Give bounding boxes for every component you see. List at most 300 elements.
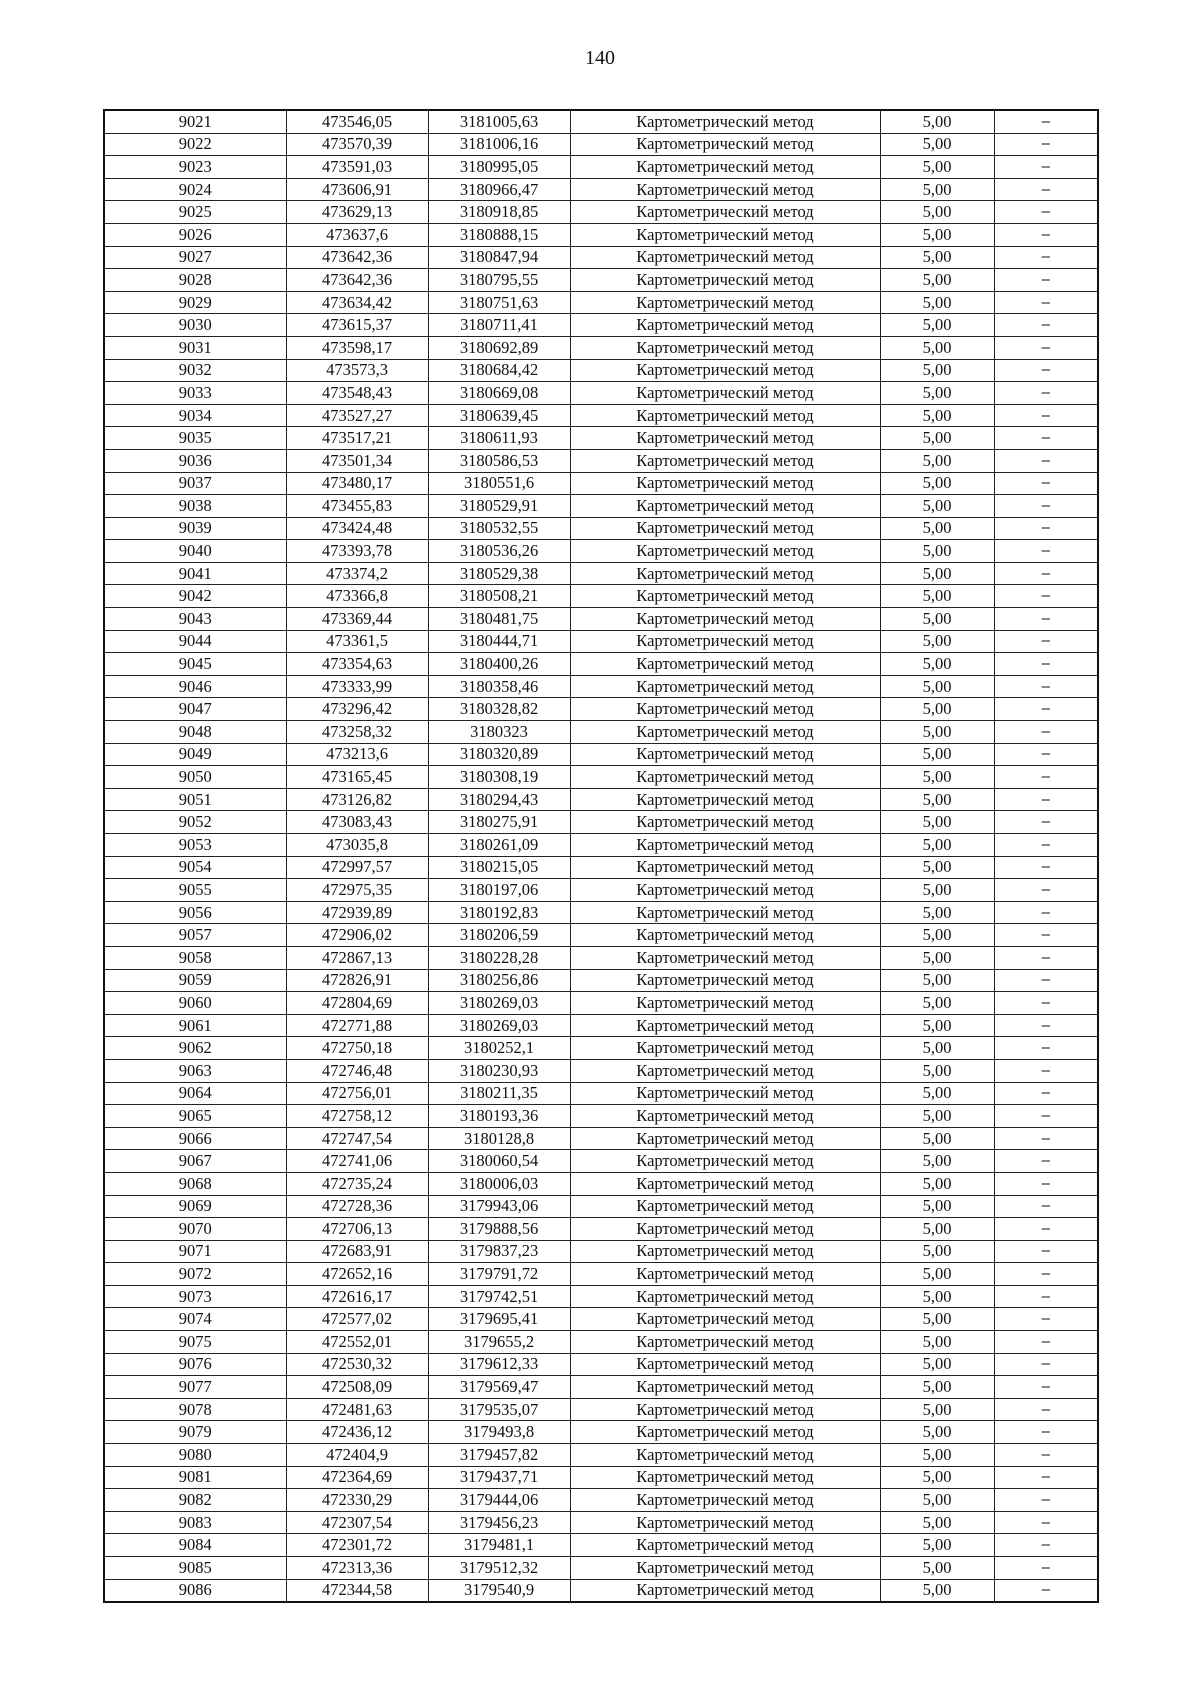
point-number-cell: 9052 (104, 811, 286, 834)
y-coordinate-cell: 3179837,23 (428, 1240, 570, 1263)
table-row (104, 675, 1098, 698)
note-cell: – (994, 811, 1098, 834)
y-coordinate-cell: 3180192,83 (428, 901, 570, 924)
note-cell: – (994, 404, 1098, 427)
point-number-cell: 9086 (104, 1579, 286, 1602)
accuracy-cell: 5,00 (880, 721, 994, 744)
method-cell: Картометрический метод (570, 653, 880, 676)
point-number-cell: 9029 (104, 291, 286, 314)
table-row (104, 1466, 1098, 1489)
table-row (104, 1398, 1098, 1421)
point-number-cell: 9039 (104, 517, 286, 540)
point-number-cell: 9084 (104, 1534, 286, 1557)
x-coordinate-cell: 473573,3 (286, 359, 428, 382)
method-cell: Картометрический метод (570, 1037, 880, 1060)
method-cell: Картометрический метод (570, 1082, 880, 1105)
x-coordinate-cell: 473126,82 (286, 788, 428, 811)
method-cell: Картометрический метод (570, 1353, 880, 1376)
x-coordinate-cell: 472436,12 (286, 1421, 428, 1444)
x-coordinate-cell: 473374,2 (286, 562, 428, 585)
point-number-cell: 9074 (104, 1308, 286, 1331)
note-cell: – (994, 1557, 1098, 1580)
y-coordinate-cell: 3180639,45 (428, 404, 570, 427)
note-cell: – (994, 1285, 1098, 1308)
table-row (104, 1218, 1098, 1241)
table-row (104, 811, 1098, 834)
accuracy-cell: 5,00 (880, 156, 994, 179)
point-number-cell: 9047 (104, 698, 286, 721)
y-coordinate-cell: 3179655,2 (428, 1331, 570, 1354)
table-row (104, 879, 1098, 902)
note-cell: – (994, 1376, 1098, 1399)
accuracy-cell: 5,00 (880, 1218, 994, 1241)
point-number-cell: 9022 (104, 133, 286, 156)
x-coordinate-cell: 472756,01 (286, 1082, 428, 1105)
note-cell: – (994, 653, 1098, 676)
x-coordinate-cell: 473634,42 (286, 291, 428, 314)
point-number-cell: 9021 (104, 110, 286, 133)
table-row (104, 427, 1098, 450)
note-cell: – (994, 1421, 1098, 1444)
note-cell: – (994, 314, 1098, 337)
note-cell: – (994, 427, 1098, 450)
point-number-cell: 9082 (104, 1489, 286, 1512)
note-cell: – (994, 1240, 1098, 1263)
y-coordinate-cell: 3180532,55 (428, 517, 570, 540)
method-cell: Картометрический метод (570, 133, 880, 156)
point-number-cell: 9037 (104, 472, 286, 495)
note-cell: – (994, 1466, 1098, 1489)
point-number-cell: 9034 (104, 404, 286, 427)
point-number-cell: 9060 (104, 992, 286, 1015)
table-row (104, 495, 1098, 518)
point-number-cell: 9030 (104, 314, 286, 337)
y-coordinate-cell: 3180060,54 (428, 1150, 570, 1173)
note-cell: – (994, 1105, 1098, 1128)
note-cell: – (994, 630, 1098, 653)
note-cell: – (994, 1037, 1098, 1060)
y-coordinate-cell: 3180508,21 (428, 585, 570, 608)
accuracy-cell: 5,00 (880, 540, 994, 563)
table-row (104, 1059, 1098, 1082)
method-cell: Картометрический метод (570, 1444, 880, 1467)
accuracy-cell: 5,00 (880, 1059, 994, 1082)
note-cell: – (994, 1534, 1098, 1557)
table-row (104, 1285, 1098, 1308)
note-cell: – (994, 336, 1098, 359)
point-number-cell: 9031 (104, 336, 286, 359)
method-cell: Картометрический метод (570, 675, 880, 698)
y-coordinate-cell: 3180711,41 (428, 314, 570, 337)
accuracy-cell: 5,00 (880, 336, 994, 359)
y-coordinate-cell: 3180400,26 (428, 653, 570, 676)
table-row (104, 766, 1098, 789)
x-coordinate-cell: 473591,03 (286, 156, 428, 179)
point-number-cell: 9076 (104, 1353, 286, 1376)
method-cell: Картометрический метод (570, 1557, 880, 1580)
table-row (104, 133, 1098, 156)
point-number-cell: 9067 (104, 1150, 286, 1173)
method-cell: Картометрический метод (570, 1421, 880, 1444)
accuracy-cell: 5,00 (880, 1014, 994, 1037)
y-coordinate-cell: 3179943,06 (428, 1195, 570, 1218)
accuracy-cell: 5,00 (880, 1082, 994, 1105)
table-row (104, 540, 1098, 563)
method-cell: Картометрический метод (570, 246, 880, 269)
note-cell: – (994, 992, 1098, 1015)
point-number-cell: 9064 (104, 1082, 286, 1105)
method-cell: Картометрический метод (570, 1331, 880, 1354)
accuracy-cell: 5,00 (880, 1398, 994, 1421)
point-number-cell: 9038 (104, 495, 286, 518)
table-row (104, 1037, 1098, 1060)
accuracy-cell: 5,00 (880, 811, 994, 834)
point-number-cell: 9079 (104, 1421, 286, 1444)
y-coordinate-cell: 3180684,42 (428, 359, 570, 382)
point-number-cell: 9085 (104, 1557, 286, 1580)
note-cell: – (994, 359, 1098, 382)
method-cell: Картометрический метод (570, 449, 880, 472)
y-coordinate-cell: 3180308,19 (428, 766, 570, 789)
note-cell: – (994, 201, 1098, 224)
x-coordinate-cell: 472313,36 (286, 1557, 428, 1580)
y-coordinate-cell: 3179888,56 (428, 1218, 570, 1241)
accuracy-cell: 5,00 (880, 969, 994, 992)
method-cell: Картометрический метод (570, 1398, 880, 1421)
note-cell: – (994, 698, 1098, 721)
x-coordinate-cell: 473213,6 (286, 743, 428, 766)
table-row (104, 314, 1098, 337)
x-coordinate-cell: 472746,48 (286, 1059, 428, 1082)
table-row (104, 449, 1098, 472)
accuracy-cell: 5,00 (880, 359, 994, 382)
method-cell: Картометрический метод (570, 630, 880, 653)
table-row (104, 1240, 1098, 1263)
point-number-cell: 9071 (104, 1240, 286, 1263)
y-coordinate-cell: 3181006,16 (428, 133, 570, 156)
method-cell: Картометрический метод (570, 1240, 880, 1263)
point-number-cell: 9073 (104, 1285, 286, 1308)
y-coordinate-cell: 3180252,1 (428, 1037, 570, 1060)
y-coordinate-cell: 3179444,06 (428, 1489, 570, 1512)
y-coordinate-cell: 3180215,05 (428, 856, 570, 879)
accuracy-cell: 5,00 (880, 1579, 994, 1602)
accuracy-cell: 5,00 (880, 992, 994, 1015)
x-coordinate-cell: 472906,02 (286, 924, 428, 947)
method-cell: Картометрический метод (570, 1285, 880, 1308)
y-coordinate-cell: 3180294,43 (428, 788, 570, 811)
y-coordinate-cell: 3180006,03 (428, 1172, 570, 1195)
table-row (104, 156, 1098, 179)
y-coordinate-cell: 3180529,91 (428, 495, 570, 518)
note-cell: – (994, 1308, 1098, 1331)
x-coordinate-cell: 473527,27 (286, 404, 428, 427)
x-coordinate-cell: 473369,44 (286, 608, 428, 631)
method-cell: Картометрический метод (570, 766, 880, 789)
y-coordinate-cell: 3180586,53 (428, 449, 570, 472)
y-coordinate-cell: 3179742,51 (428, 1285, 570, 1308)
method-cell: Картометрический метод (570, 495, 880, 518)
x-coordinate-cell: 473615,37 (286, 314, 428, 337)
table-row (104, 178, 1098, 201)
x-coordinate-cell: 472301,72 (286, 1534, 428, 1557)
accuracy-cell: 5,00 (880, 608, 994, 631)
table-row (104, 1421, 1098, 1444)
method-cell: Картометрический метод (570, 1195, 880, 1218)
note-cell: – (994, 472, 1098, 495)
method-cell: Картометрический метод (570, 608, 880, 631)
method-cell: Картометрический метод (570, 1218, 880, 1241)
y-coordinate-cell: 3180230,93 (428, 1059, 570, 1082)
table-row (104, 608, 1098, 631)
point-number-cell: 9051 (104, 788, 286, 811)
method-cell: Картометрический метод (570, 110, 880, 133)
x-coordinate-cell: 473393,78 (286, 540, 428, 563)
point-number-cell: 9042 (104, 585, 286, 608)
x-coordinate-cell: 473598,17 (286, 336, 428, 359)
coordinates-table (103, 109, 1099, 1603)
note-cell: – (994, 133, 1098, 156)
note-cell: – (994, 540, 1098, 563)
y-coordinate-cell: 3179540,9 (428, 1579, 570, 1602)
note-cell: – (994, 1263, 1098, 1286)
table-row (104, 1127, 1098, 1150)
point-number-cell: 9061 (104, 1014, 286, 1037)
accuracy-cell: 5,00 (880, 1331, 994, 1354)
method-cell: Картометрический метод (570, 924, 880, 947)
table-row (104, 585, 1098, 608)
method-cell: Картометрический метод (570, 427, 880, 450)
y-coordinate-cell: 3180692,89 (428, 336, 570, 359)
method-cell: Картометрический метод (570, 562, 880, 585)
point-number-cell: 9072 (104, 1263, 286, 1286)
x-coordinate-cell: 472826,91 (286, 969, 428, 992)
y-coordinate-cell: 3180918,85 (428, 201, 570, 224)
point-number-cell: 9077 (104, 1376, 286, 1399)
x-coordinate-cell: 472867,13 (286, 946, 428, 969)
x-coordinate-cell: 472939,89 (286, 901, 428, 924)
note-cell: – (994, 1014, 1098, 1037)
note-cell: – (994, 449, 1098, 472)
accuracy-cell: 5,00 (880, 110, 994, 133)
point-number-cell: 9056 (104, 901, 286, 924)
note-cell: – (994, 743, 1098, 766)
note-cell: – (994, 1398, 1098, 1421)
point-number-cell: 9027 (104, 246, 286, 269)
accuracy-cell: 5,00 (880, 178, 994, 201)
accuracy-cell: 5,00 (880, 1376, 994, 1399)
table-row (104, 653, 1098, 676)
point-number-cell: 9058 (104, 946, 286, 969)
x-coordinate-cell: 473333,99 (286, 675, 428, 698)
y-coordinate-cell: 3180444,71 (428, 630, 570, 653)
point-number-cell: 9081 (104, 1466, 286, 1489)
note-cell: – (994, 585, 1098, 608)
table-row (104, 404, 1098, 427)
point-number-cell: 9032 (104, 359, 286, 382)
accuracy-cell: 5,00 (880, 495, 994, 518)
accuracy-cell: 5,00 (880, 269, 994, 292)
method-cell: Картометрический метод (570, 969, 880, 992)
method-cell: Картометрический метод (570, 314, 880, 337)
x-coordinate-cell: 473501,34 (286, 449, 428, 472)
table-row (104, 946, 1098, 969)
point-number-cell: 9059 (104, 969, 286, 992)
point-number-cell: 9026 (104, 223, 286, 246)
x-coordinate-cell: 472804,69 (286, 992, 428, 1015)
y-coordinate-cell: 3179612,33 (428, 1353, 570, 1376)
method-cell: Картометрический метод (570, 178, 880, 201)
table-row (104, 382, 1098, 405)
point-number-cell: 9036 (104, 449, 286, 472)
x-coordinate-cell: 473354,63 (286, 653, 428, 676)
x-coordinate-cell: 472747,54 (286, 1127, 428, 1150)
accuracy-cell: 5,00 (880, 562, 994, 585)
note-cell: – (994, 1082, 1098, 1105)
note-cell: – (994, 721, 1098, 744)
y-coordinate-cell: 3180795,55 (428, 269, 570, 292)
method-cell: Картометрический метод (570, 1308, 880, 1331)
x-coordinate-cell: 473361,5 (286, 630, 428, 653)
x-coordinate-cell: 473296,42 (286, 698, 428, 721)
note-cell: – (994, 1331, 1098, 1354)
y-coordinate-cell: 3180197,06 (428, 879, 570, 902)
method-cell: Картометрический метод (570, 1511, 880, 1534)
point-number-cell: 9055 (104, 879, 286, 902)
note-cell: – (994, 608, 1098, 631)
point-number-cell: 9053 (104, 834, 286, 857)
table-row (104, 1353, 1098, 1376)
y-coordinate-cell: 3180529,38 (428, 562, 570, 585)
accuracy-cell: 5,00 (880, 879, 994, 902)
method-cell: Картометрический метод (570, 721, 880, 744)
x-coordinate-cell: 472577,02 (286, 1308, 428, 1331)
accuracy-cell: 5,00 (880, 1195, 994, 1218)
method-cell: Картометрический метод (570, 156, 880, 179)
accuracy-cell: 5,00 (880, 427, 994, 450)
method-cell: Картометрический метод (570, 269, 880, 292)
table-row (104, 472, 1098, 495)
y-coordinate-cell: 3180669,08 (428, 382, 570, 405)
note-cell: – (994, 834, 1098, 857)
table-row (104, 924, 1098, 947)
method-cell: Картометрический метод (570, 1376, 880, 1399)
point-number-cell: 9024 (104, 178, 286, 201)
point-number-cell: 9043 (104, 608, 286, 631)
x-coordinate-cell: 473424,48 (286, 517, 428, 540)
coordinates-table-body (104, 110, 1098, 1602)
accuracy-cell: 5,00 (880, 517, 994, 540)
table-row (104, 834, 1098, 857)
note-cell: – (994, 675, 1098, 698)
table-row (104, 1534, 1098, 1557)
method-cell: Картометрический метод (570, 743, 880, 766)
point-number-cell: 9063 (104, 1059, 286, 1082)
point-number-cell: 9069 (104, 1195, 286, 1218)
point-number-cell: 9049 (104, 743, 286, 766)
page-number: 140 (585, 47, 615, 69)
x-coordinate-cell: 473083,43 (286, 811, 428, 834)
x-coordinate-cell: 473637,6 (286, 223, 428, 246)
method-cell: Картометрический метод (570, 1579, 880, 1602)
note-cell: – (994, 766, 1098, 789)
point-number-cell: 9033 (104, 382, 286, 405)
accuracy-cell: 5,00 (880, 246, 994, 269)
x-coordinate-cell: 472364,69 (286, 1466, 428, 1489)
note-cell: – (994, 946, 1098, 969)
accuracy-cell: 5,00 (880, 1466, 994, 1489)
y-coordinate-cell: 3179791,72 (428, 1263, 570, 1286)
accuracy-cell: 5,00 (880, 1240, 994, 1263)
y-coordinate-cell: 3179535,07 (428, 1398, 570, 1421)
note-cell: – (994, 495, 1098, 518)
x-coordinate-cell: 472750,18 (286, 1037, 428, 1060)
x-coordinate-cell: 472735,24 (286, 1172, 428, 1195)
x-coordinate-cell: 472728,36 (286, 1195, 428, 1218)
note-cell: – (994, 1150, 1098, 1173)
accuracy-cell: 5,00 (880, 1353, 994, 1376)
y-coordinate-cell: 3180128,8 (428, 1127, 570, 1150)
table-row (104, 1150, 1098, 1173)
table-row (104, 1511, 1098, 1534)
point-number-cell: 9070 (104, 1218, 286, 1241)
y-coordinate-cell: 3180228,28 (428, 946, 570, 969)
table-row (104, 1014, 1098, 1037)
table-row (104, 201, 1098, 224)
table-row (104, 856, 1098, 879)
accuracy-cell: 5,00 (880, 1150, 994, 1173)
note-cell: – (994, 223, 1098, 246)
y-coordinate-cell: 3179695,41 (428, 1308, 570, 1331)
accuracy-cell: 5,00 (880, 1308, 994, 1331)
y-coordinate-cell: 3180320,89 (428, 743, 570, 766)
x-coordinate-cell: 472741,06 (286, 1150, 428, 1173)
table-row (104, 630, 1098, 653)
x-coordinate-cell: 473570,39 (286, 133, 428, 156)
y-coordinate-cell: 3179456,23 (428, 1511, 570, 1534)
accuracy-cell: 5,00 (880, 630, 994, 653)
accuracy-cell: 5,00 (880, 788, 994, 811)
y-coordinate-cell: 3179457,82 (428, 1444, 570, 1467)
method-cell: Картометрический метод (570, 901, 880, 924)
x-coordinate-cell: 473548,43 (286, 382, 428, 405)
table-row (104, 562, 1098, 585)
accuracy-cell: 5,00 (880, 834, 994, 857)
accuracy-cell: 5,00 (880, 1105, 994, 1128)
x-coordinate-cell: 473165,45 (286, 766, 428, 789)
table-row (104, 1082, 1098, 1105)
table-row (104, 721, 1098, 744)
note-cell: – (994, 901, 1098, 924)
x-coordinate-cell: 473455,83 (286, 495, 428, 518)
x-coordinate-cell: 472307,54 (286, 1511, 428, 1534)
point-number-cell: 9046 (104, 675, 286, 698)
accuracy-cell: 5,00 (880, 1511, 994, 1534)
point-number-cell: 9062 (104, 1037, 286, 1060)
note-cell: – (994, 269, 1098, 292)
accuracy-cell: 5,00 (880, 472, 994, 495)
note-cell: – (994, 1489, 1098, 1512)
note-cell: – (994, 1127, 1098, 1150)
y-coordinate-cell: 3180995,05 (428, 156, 570, 179)
note-cell: – (994, 1444, 1098, 1467)
method-cell: Картометрический метод (570, 834, 880, 857)
y-coordinate-cell: 3180847,94 (428, 246, 570, 269)
accuracy-cell: 5,00 (880, 1421, 994, 1444)
y-coordinate-cell: 3180211,35 (428, 1082, 570, 1105)
accuracy-cell: 5,00 (880, 585, 994, 608)
x-coordinate-cell: 472508,09 (286, 1376, 428, 1399)
